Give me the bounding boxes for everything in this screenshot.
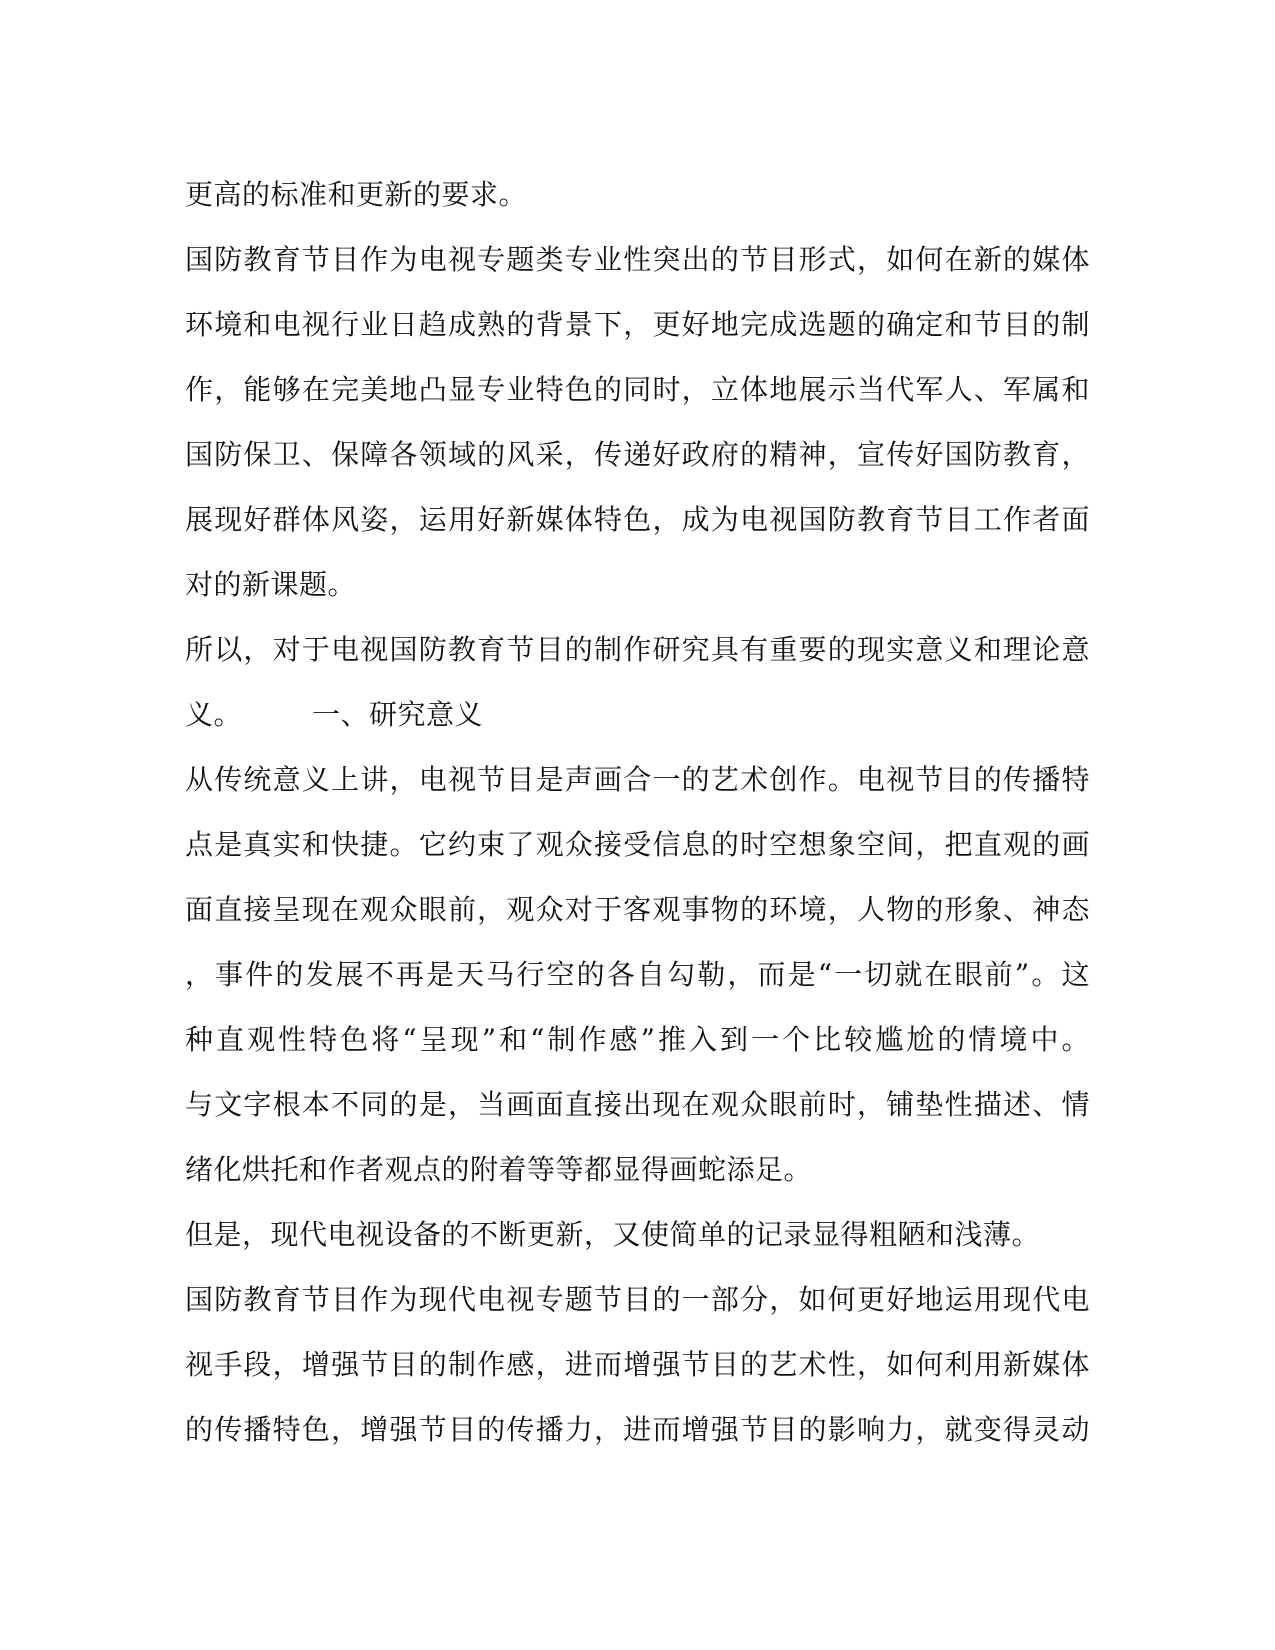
text-line: 国防教育节目作为现代电视专题节目的一部分，如何更好地运用现代电 <box>185 1283 1090 1316</box>
text-line: 种直观性特色将“呈现”和“制作感”推入到一个比较尴尬的情境中。 <box>185 1023 1090 1056</box>
text-line: 国防教育节目作为电视专题类专业性突出的节目形式，如何在新的媒体 <box>185 243 1090 276</box>
text-line: 但是，现代电视设备的不断更新，又使简单的记录显得粗陋和浅薄。 <box>185 1218 1041 1251</box>
text-line: 的传播特色，增强节目的传播力，进而增强节目的影响力，就变得灵动 <box>185 1413 1090 1446</box>
text-line: 面直接呈现在观众眼前，观众对于客观事物的环境，人物的形象、神态 <box>185 893 1090 926</box>
text-line: 义。 <box>185 698 243 731</box>
text-line: 从传统意义上讲，电视节目是声画合一的艺术创作。电视节目的传播特 <box>185 763 1090 796</box>
text-line: ，事件的发展不再是天马行空的各自勾勒，而是“一切就在眼前”。这 <box>185 958 1090 991</box>
text-line: 作，能够在完美地凸显专业特色的同时，立体地展示当代军人、军属和 <box>185 373 1090 406</box>
text-line: 环境和电视行业日趋成熟的背景下，更好地完成选题的确定和节目的制 <box>185 308 1090 341</box>
text-line: 更高的标准和更新的要求。 <box>185 178 528 211</box>
text-line-with-heading <box>185 682 1090 747</box>
body-text <box>185 162 1090 1462</box>
text-line: 视手段，增强节目的制作感，进而增强节目的艺术性，如何利用新媒体 <box>185 1348 1090 1381</box>
text-line: 国防保卫、保障各领域的风采，传递好政府的精神，宣传好国防教育， <box>185 438 1090 471</box>
section-heading: 一、研究意义 <box>312 698 484 731</box>
text-line: 对的新课题。 <box>185 568 357 601</box>
text-line: 所以，对于电视国防教育节目的制作研究具有重要的现实意义和理论意 <box>185 633 1090 666</box>
text-line: 绪化烘托和作者观点的附着等等都显得画蛇添足。 <box>185 1153 813 1186</box>
text-line: 与文字根本不同的是，当画面直接出现在观众眼前时，铺垫性描述、情 <box>185 1088 1090 1121</box>
text-line: 展现好群体风姿，运用好新媒体特色，成为电视国防教育节目工作者面 <box>185 503 1090 536</box>
text-line: 点是真实和快捷。它约束了观众接受信息的时空想象空间，把直观的画 <box>185 828 1090 861</box>
